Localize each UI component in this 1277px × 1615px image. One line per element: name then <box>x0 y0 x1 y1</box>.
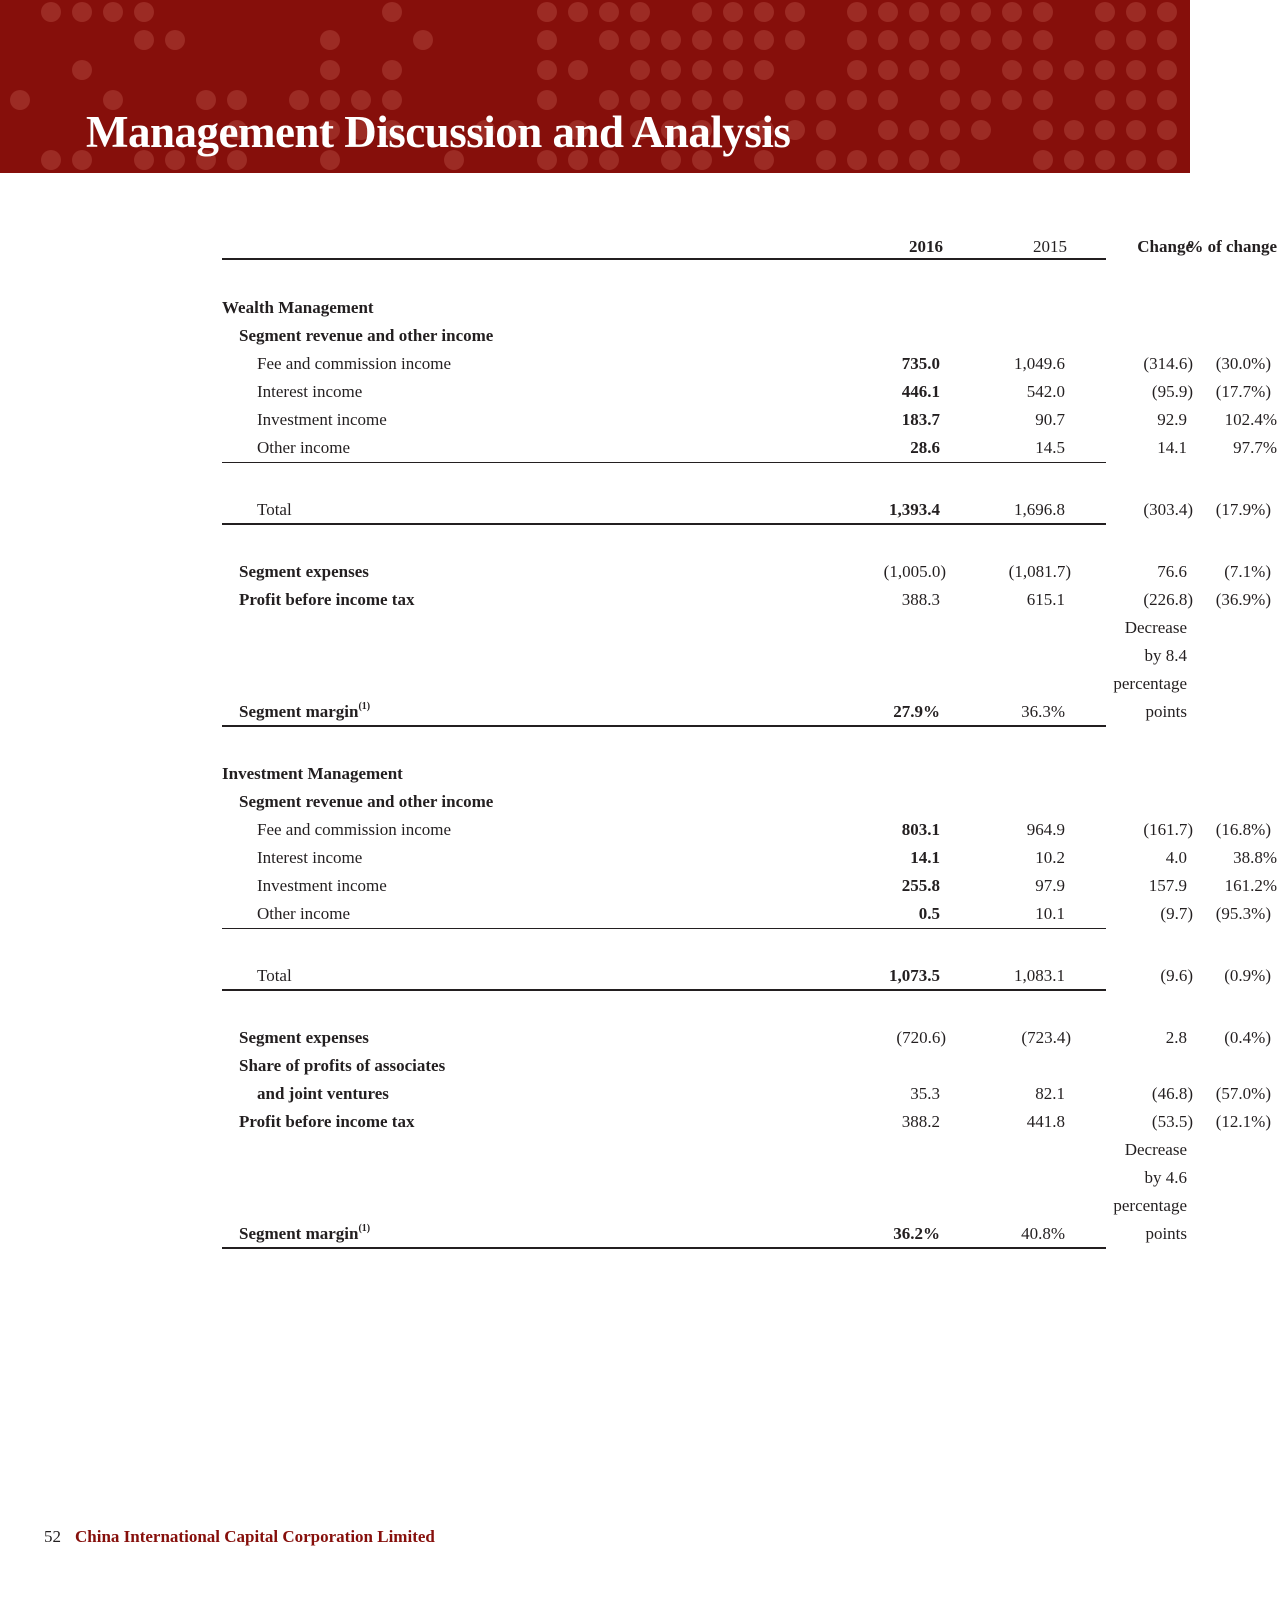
banner-dot <box>661 60 681 80</box>
banner-dot <box>971 30 991 50</box>
banner-dot <box>878 30 898 50</box>
banner-dot <box>1126 150 1146 170</box>
banner-dot <box>1033 2 1053 22</box>
banner-dot <box>692 30 712 50</box>
banner-dot <box>1095 120 1115 140</box>
table-row: Profit before income tax 388.2 441.8 (53.5) (12.1%) <box>239 1112 1271 1131</box>
banner-dot <box>878 2 898 22</box>
banner-dot <box>909 120 929 140</box>
banner-dot <box>909 150 929 170</box>
banner-dot <box>847 2 867 22</box>
banner-dot <box>1095 60 1115 80</box>
banner-dot <box>1126 90 1146 110</box>
banner-dot <box>909 30 929 50</box>
banner-dot <box>320 30 340 50</box>
banner-dot <box>1157 150 1177 170</box>
banner-dot <box>568 2 588 22</box>
col-pct-change: % of change <box>1186 237 1277 256</box>
page-number: 52 <box>44 1527 61 1546</box>
banner-dot <box>878 90 898 110</box>
banner-dot <box>1095 150 1115 170</box>
section-title: Wealth Management <box>222 298 374 317</box>
banner-dot <box>72 2 92 22</box>
banner-dot <box>878 60 898 80</box>
table-row: Fee and commission income 735.0 1,049.6 (314.6) (30.0%) <box>257 354 1271 373</box>
table-row: Segment expenses (1,005.0) (1,081.7) 76.6 (7.1%) <box>239 562 1271 581</box>
banner-dot <box>940 120 960 140</box>
banner-dot <box>723 2 743 22</box>
table-row: Interest income 14.1 10.2 4.0 38.8% <box>257 848 1277 867</box>
col-2016: 2016 <box>909 237 943 256</box>
banner-dot <box>1126 120 1146 140</box>
banner-dot <box>1126 2 1146 22</box>
banner-dot <box>909 2 929 22</box>
banner-dot <box>847 30 867 50</box>
banner-dot <box>1002 90 1022 110</box>
banner-dot <box>692 60 712 80</box>
subheading: Segment revenue and other income <box>239 792 494 811</box>
banner-dot <box>1033 120 1053 140</box>
subtotal-rule <box>222 928 1106 929</box>
page-title: Management Discussion and Analysis <box>86 107 791 157</box>
banner-dot <box>1157 120 1177 140</box>
page-footer <box>44 1527 435 1547</box>
banner-dot <box>878 120 898 140</box>
table-row: Segment margin$^{(1)}$ 36.2% 40.8% points <box>239 1223 1187 1243</box>
banner-dot <box>630 60 650 80</box>
table-row: Segment expenses (720.6) (723.4) 2.8 (0.4%) <box>239 1028 1271 1047</box>
banner-dot <box>971 90 991 110</box>
banner-dot <box>1033 90 1053 110</box>
banner-dot <box>754 30 774 50</box>
banner-dot <box>568 60 588 80</box>
banner-dot <box>754 2 774 22</box>
total-rule <box>222 989 1106 991</box>
banner-dot <box>1095 30 1115 50</box>
banner-dot <box>134 30 154 50</box>
banner-dot <box>847 90 867 110</box>
banner-dot <box>1002 60 1022 80</box>
total-rule <box>222 523 1106 525</box>
table-row: Interest income 446.1 542.0 (95.9) (17.7%) <box>257 382 1271 401</box>
col-2015: 2015 <box>1033 237 1067 256</box>
table-row: Investment income 255.8 97.9 157.9 161.2% <box>257 876 1277 895</box>
banner-dot <box>1002 30 1022 50</box>
banner-dot <box>630 30 650 50</box>
section-rule <box>222 725 1106 727</box>
banner-dot <box>320 60 340 80</box>
subheading: Segment revenue and other income <box>239 326 494 345</box>
subtotal-rule <box>222 462 1106 463</box>
header-rule <box>222 258 1106 260</box>
banner-dot <box>537 60 557 80</box>
banner-dot <box>599 30 619 50</box>
banner-dot <box>1157 60 1177 80</box>
banner-dot <box>1064 120 1084 140</box>
banner-dot <box>940 60 960 80</box>
banner-dot <box>41 150 61 170</box>
banner-dot <box>1033 60 1053 80</box>
table-row: Segment margin$^{(1)}$ 27.9% 36.3% points <box>239 701 1187 721</box>
banner-dot <box>1095 2 1115 22</box>
banner-dot <box>1033 150 1053 170</box>
banner-dot <box>1064 60 1084 80</box>
banner-dot <box>940 90 960 110</box>
banner-dot <box>1126 60 1146 80</box>
banner-dot <box>537 2 557 22</box>
banner-dot <box>103 2 123 22</box>
banner-dot <box>1095 90 1115 110</box>
banner-dot <box>816 90 836 110</box>
table-row: Profit before income tax 388.3 615.1 (226.8) (36.9%) <box>239 590 1271 609</box>
banner-dot <box>878 150 898 170</box>
table-row: Fee and commission income 803.1 964.9 (161.7) (16.8%) <box>257 820 1271 839</box>
banner-dot <box>1002 2 1022 22</box>
banner-dot <box>692 2 712 22</box>
banner-dot <box>909 60 929 80</box>
banner-dot <box>847 150 867 170</box>
banner-dot <box>1064 150 1084 170</box>
banner-dot <box>847 60 867 80</box>
banner-dot <box>816 150 836 170</box>
banner-dot <box>1157 30 1177 50</box>
table-row: Investment income 183.7 90.7 92.9 102.4% <box>257 410 1277 429</box>
banner-dot <box>599 2 619 22</box>
banner-dot <box>630 2 650 22</box>
banner-dot <box>661 30 681 50</box>
col-change: Change <box>1137 237 1193 256</box>
section-rule <box>222 1247 1106 1249</box>
banner-dot <box>785 2 805 22</box>
section-title: Investment Management <box>222 764 403 783</box>
company-name: China International Capital Corporation Limited <box>75 1527 435 1546</box>
banner-dot <box>10 90 30 110</box>
banner-dot <box>41 2 61 22</box>
table-row: Total 1,393.4 1,696.8 (303.4) (17.9%) <box>257 500 1271 519</box>
banner-dot <box>816 120 836 140</box>
banner-dot <box>537 30 557 50</box>
table-row: Total 1,073.5 1,083.1 (9.6) (0.9%) <box>257 966 1271 985</box>
banner-dot <box>1126 30 1146 50</box>
banner-dot <box>382 60 402 80</box>
banner-dot <box>413 30 433 50</box>
banner-dot <box>971 2 991 22</box>
header-banner <box>0 0 1190 173</box>
banner-dot <box>723 60 743 80</box>
banner-dot <box>1033 30 1053 50</box>
table-row: and joint ventures 35.3 82.1 (46.8) (57.0%) <box>257 1084 1271 1103</box>
banner-dot <box>1157 2 1177 22</box>
banner-dot <box>382 2 402 22</box>
banner-dot <box>940 150 960 170</box>
banner-dot <box>165 30 185 50</box>
banner-dot <box>940 2 960 22</box>
table-row: Other income 28.6 14.5 14.1 97.7% <box>257 438 1277 457</box>
banner-dot <box>754 60 774 80</box>
banner-dot <box>785 30 805 50</box>
banner-dot <box>971 120 991 140</box>
banner-dot <box>134 2 154 22</box>
banner-dot <box>1157 90 1177 110</box>
banner-dot <box>940 30 960 50</box>
table-row: Other income 0.5 10.1 (9.7) (95.3%) <box>257 904 1271 923</box>
banner-dot <box>723 30 743 50</box>
banner-dot <box>72 60 92 80</box>
